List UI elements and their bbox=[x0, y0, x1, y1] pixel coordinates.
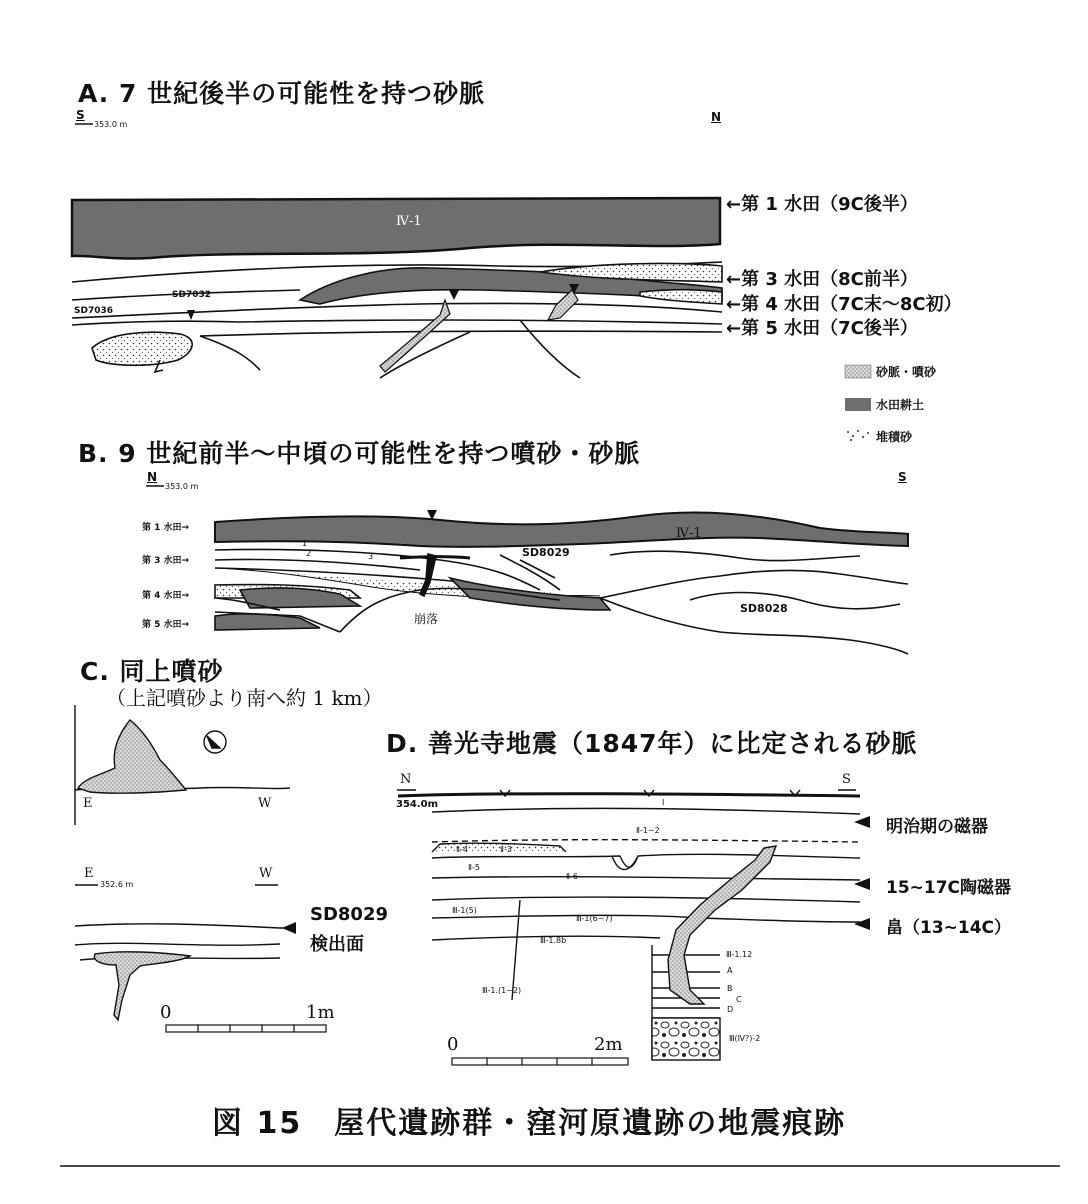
d-dir-right: S bbox=[842, 772, 851, 787]
scale-bar-d bbox=[452, 1058, 628, 1065]
feature-sd8029: SD8029 bbox=[522, 546, 570, 559]
d-layer-III-1-5: Ⅲ-1(5) bbox=[452, 906, 477, 915]
marker-triangle-left bbox=[854, 918, 870, 930]
d-elevation: 354.0m bbox=[396, 799, 439, 810]
legend-swatch-deposit-sand bbox=[847, 430, 869, 441]
section-a-elevation: 353.0 m bbox=[94, 120, 128, 129]
d-layer-III-1-6-7: Ⅲ-1(6~7) bbox=[576, 914, 613, 923]
d-layer-D: D bbox=[727, 1005, 734, 1014]
section-b-title: B. 9 世紀前半～中頃の可能性を持つ噴砂・砂脈 bbox=[78, 439, 641, 468]
d-layer-II-1-2: Ⅱ-1~2 bbox=[636, 826, 660, 835]
legend-label-deposit-sand: 堆積砂 bbox=[876, 430, 913, 444]
b-number-3: 3 bbox=[368, 552, 374, 561]
b-paddy-label-3: 第 3 水田→ bbox=[142, 556, 190, 566]
paddy-label-4: ←第 4 水田（7C末～8C初） bbox=[726, 294, 962, 315]
legend-swatch-sand-vein bbox=[845, 365, 871, 378]
b-paddy-label-4: 第 4 水田→ bbox=[142, 591, 190, 601]
b-number-1: 1 bbox=[302, 539, 308, 548]
legend-label-sand-vein: 砂脈・噴砂 bbox=[876, 365, 937, 379]
d-layer-II-3: Ⅱ-3 bbox=[500, 845, 512, 854]
section-c-title: C. 同上噴砂 bbox=[80, 657, 224, 686]
c-bottom-e: E bbox=[84, 866, 94, 881]
d-scale-1: 2m bbox=[594, 1034, 623, 1055]
marker-triangle bbox=[187, 310, 195, 320]
marker-triangle-left bbox=[282, 922, 296, 934]
section-b-dir-right: S bbox=[898, 470, 907, 484]
d-layer-B: B bbox=[727, 984, 733, 993]
c-scale-1: 1m bbox=[306, 1002, 335, 1023]
collapse-label: 崩落 bbox=[414, 612, 439, 626]
c-bottom-w: W bbox=[259, 866, 273, 881]
d-side-label-field: 畠（13~14C） bbox=[886, 918, 1012, 938]
c-scale-0: 0 bbox=[160, 1002, 172, 1023]
section-b-dir-left: N bbox=[147, 470, 158, 484]
section-b-elevation: 353.0 m bbox=[165, 482, 199, 491]
scale-bar-c bbox=[166, 1025, 326, 1032]
d-layer-I: Ⅰ bbox=[662, 798, 665, 807]
section-d-title: D. 善光寺地震（1847年）に比定される砂脈 bbox=[386, 729, 918, 758]
feature-sd8028: SD8028 bbox=[740, 602, 788, 615]
c-surface-label-1: SD8029 bbox=[310, 904, 389, 925]
paddy-label-5: ←第 5 水田（7C後半） bbox=[726, 318, 918, 339]
c-top-e: E bbox=[83, 796, 93, 811]
marker-triangle-left bbox=[854, 816, 870, 828]
d-layer-II-5: Ⅱ-5 bbox=[468, 863, 480, 872]
b-paddy-label-5: 第 5 水田→ bbox=[142, 620, 190, 630]
d-side-label-ceramics: 15~17C陶磁器 bbox=[886, 878, 1012, 898]
d-layer-III-1-12: Ⅲ-1.12 bbox=[726, 950, 753, 959]
section-c-top bbox=[75, 705, 296, 1020]
section-b-profile bbox=[215, 512, 908, 654]
d-scale-0: 0 bbox=[447, 1034, 459, 1055]
legend-label-paddy-soil: 水田耕土 bbox=[876, 398, 925, 412]
figure-caption: 図 15 屋代遺跡群・窪河原遺跡の地震痕跡 bbox=[212, 1106, 847, 1141]
section-a-dir-left: S bbox=[76, 108, 85, 122]
d-dir-left: N bbox=[400, 772, 412, 787]
d-side-label-meiji: 明治期の磁器 bbox=[886, 817, 988, 837]
feature-sd7032: SD7032 bbox=[172, 290, 212, 300]
paddy-label-1: ←第 1 水田（9C後半） bbox=[726, 194, 918, 215]
d-layer-III-1-8b: Ⅲ-1.8b bbox=[540, 936, 567, 945]
paddy-label-3: ←第 3 水田（8C前半） bbox=[726, 269, 918, 290]
b-number-2: 2 bbox=[306, 549, 312, 558]
c-surface-label-2: 検出面 bbox=[310, 934, 364, 955]
section-b-layer-label: Ⅳ-1 bbox=[676, 526, 702, 541]
legend-swatch-paddy-soil bbox=[845, 398, 871, 411]
section-a-dir-right: N bbox=[711, 110, 722, 124]
c-bottom-elevation: 352.6 m bbox=[100, 880, 134, 889]
d-layer-II-6: Ⅱ-6 bbox=[566, 872, 578, 881]
feature-sd7036: SD7036 bbox=[74, 306, 114, 316]
section-a-title: A. 7 世紀後半の可能性を持つ砂脈 bbox=[78, 79, 486, 108]
section-d-profile bbox=[397, 790, 860, 1060]
d-layer-III-1-1-2: Ⅲ-1.(1~2) bbox=[482, 986, 522, 995]
b-paddy-label-1: 第 1 水田→ bbox=[142, 523, 190, 533]
d-layer-II-4: Ⅱ-4 bbox=[456, 845, 468, 854]
c-top-w: W bbox=[258, 796, 272, 811]
section-c-subtitle: （上記噴砂より南へ約 1 km） bbox=[106, 686, 383, 710]
d-layer-III-IV-2: Ⅲ(Ⅳ?)-2 bbox=[729, 1034, 761, 1043]
d-layer-C: C bbox=[736, 995, 742, 1004]
section-a-layer-label: Ⅳ-1 bbox=[396, 214, 422, 229]
marker-triangle bbox=[449, 290, 459, 300]
d-layer-A: A bbox=[727, 966, 733, 975]
